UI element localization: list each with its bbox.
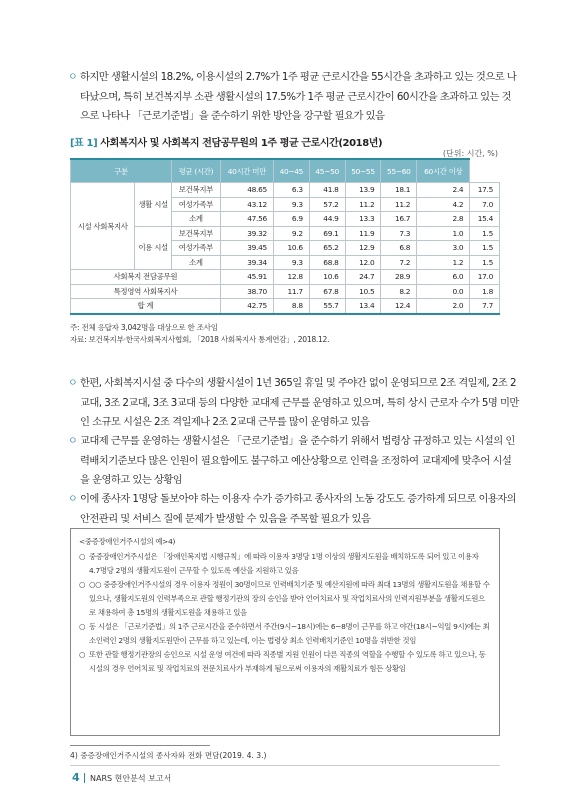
cell: 69.1: [309, 226, 345, 241]
cell: 6.8: [381, 241, 417, 256]
paragraph-3: [68, 432, 520, 491]
cell: 12.4: [381, 299, 417, 314]
paragraph-4: [68, 490, 520, 529]
header-40-45: 40~45: [273, 159, 309, 183]
header-under40: 40시간 미만: [220, 159, 273, 183]
cell: 9.3: [273, 197, 309, 212]
paragraph-text: 한편, 사회복지시설 중 다수의 생활시설이 1년 365일 휴일 및 주야간 없이 운영되므로 2조 격일제, 2조 2교대, 3조 2교대, 3조 3교대 등의 다양한 교대제 근무를 운영하고 있으며, 특히 상시 근로자 수가 5명 미만인 소규모 시설은 2조 격일제나 2조 2교대 근무를 많이 운영하고 있음: [80, 377, 519, 428]
cell: 10.6: [309, 270, 345, 285]
group-living: 생활 시설: [135, 183, 172, 227]
cell: 11.2: [345, 197, 381, 212]
box-item-text: 중증장애인거주시설은 「장애인복지법 시행규칙」에 따라 이용자 3명당 1명 이상의 생활지도원을 배치하도록 되어 있고 이용자 4.7명당 2명의 생활지도원이 근무할 수 있도록 예산을 지원하고 있음: [89, 552, 479, 575]
cell: 12.9: [345, 241, 381, 256]
footer-separator: [84, 773, 85, 783]
box-heading: <중증장애인거주시설의 예>4): [79, 537, 176, 546]
row-label: 여성가족부: [172, 197, 221, 212]
cell: 1.0: [417, 226, 470, 241]
cell: 4.2: [417, 197, 470, 212]
row-label: 특정영역 사회복지사: [71, 284, 221, 299]
paragraph-text: 이에 종사자 1명당 돌보아야 하는 이용자 수가 증가하고 종사자의 노동 강도도 증가하게 되므로 이용자의 안전관리 및 서비스 질에 문제가 발생할 수 있음을 주목할 필요가 있음: [80, 493, 517, 525]
cell: 7.7: [470, 299, 500, 314]
cell: 18.1: [381, 183, 417, 198]
table-header-row: [71, 159, 500, 183]
circle-bullet-icon: ○: [79, 650, 86, 659]
paragraph-1: [68, 68, 520, 127]
row-label: 여성가족부: [172, 241, 221, 256]
cell: 0.0: [417, 284, 470, 299]
cell: 39.45: [220, 241, 273, 256]
circle-bullet-icon: ○: [79, 622, 86, 631]
cell: 17.5: [470, 183, 500, 198]
header-50-55: 50~55: [345, 159, 381, 183]
cell: 9.2: [273, 226, 309, 241]
row-label: 합 계: [71, 299, 221, 314]
cell: 3.0: [417, 241, 470, 256]
cell: 1.5: [470, 255, 500, 270]
cell: 7.2: [381, 255, 417, 270]
bullet: ㅇ: [68, 378, 78, 389]
cell: 57.2: [309, 197, 345, 212]
cell: 65.2: [309, 241, 345, 256]
cell: 11.9: [345, 226, 381, 241]
table-label: [표 1]: [70, 138, 98, 149]
group-facility: 시설 사회복지사: [71, 183, 135, 270]
row-label: 보건복지부: [172, 226, 221, 241]
cell: 7.3: [381, 226, 417, 241]
cell: 41.8: [309, 183, 345, 198]
cell: 13.4: [345, 299, 381, 314]
box-item: [79, 550, 491, 578]
cell: 1.5: [470, 226, 500, 241]
box-item-text: 동 시설은 「근로기준법」의 1주 근로시간을 준수하면서 주간(9시~18시)에는 6~8명이 근무를 하고 야간(18시~익일 9시)에는 최소인력인 2명의 생활지도원만이 근무를 하고 있는데, 이는 법령상 최소 인력배치기준인 10명을 위반한 것임: [89, 622, 490, 645]
cell: 28.9: [381, 270, 417, 285]
cell: 6.3: [273, 183, 309, 198]
cell: 2.4: [417, 183, 470, 198]
paragraph-text: 하지만 생활시설의 18.2%, 이용시설의 2.7%가 1주 평균 근로시간을 55시간을 초과하고 있는 것으로 나타났으며, 특히 보건복지부 소관 생활시설의 17.5%가 1주 평균 근로시간이 60시간을 초과하고 있는 것으로 나타나 「근로기준법」을 준수하기 위한 방안을 강구할 필요가 있음: [80, 71, 517, 122]
cell: 39.34: [220, 255, 273, 270]
row-label: 보건복지부: [172, 183, 221, 198]
table-row-total: [71, 299, 500, 314]
table-unit: (단위: 시간, %): [442, 149, 498, 158]
table-row: [71, 270, 500, 285]
bullet: ㅇ: [68, 494, 78, 505]
footnote: 4) 중증장애인거주시설의 종사자와 전화 면담(2019. 4. 3.): [70, 751, 267, 760]
data-table: [70, 158, 500, 315]
header-category: 구분: [71, 159, 172, 183]
row-label: 사회복지 전담공무원: [71, 270, 221, 285]
table-row: [71, 284, 500, 299]
header-over60: 60시간 이상: [417, 159, 470, 183]
page-number: 4: [72, 771, 80, 784]
cell: 39.32: [220, 226, 273, 241]
cell: 12.0: [345, 255, 381, 270]
cell: 8.8: [273, 299, 309, 314]
cell: 15.4: [470, 212, 500, 227]
bullet: ㅇ: [68, 436, 78, 447]
table-title: [70, 134, 382, 149]
bullet: ㅇ: [68, 72, 78, 83]
cell: 47.56: [220, 212, 273, 227]
cell: 68.8: [309, 255, 345, 270]
cell: 1.8: [470, 284, 500, 299]
cell: 10.6: [273, 241, 309, 256]
cell: 6.9: [273, 212, 309, 227]
cell: 17.0: [470, 270, 500, 285]
cell: 1.2: [417, 255, 470, 270]
cell: 48.65: [220, 183, 273, 198]
footnote-divider: [70, 745, 210, 746]
cell: 67.8: [309, 284, 345, 299]
header-45-50: 45~50: [309, 159, 345, 183]
paragraph-text: 교대제 근무를 운영하는 생활시설은 「근로기준법」을 준수하기 위해서 법령상 규정하고 있는 시설의 인력배치기준보다 많은 인원이 필요함에도 불구하고 예산상황으로 인력을 조정하여 교대제에 맞추어 시설을 운영하고 있는 상황임: [80, 435, 515, 486]
box-item: [79, 648, 491, 676]
cell: 1.5: [470, 241, 500, 256]
table-title-text: 사회복지사 및 사회복지 전담공무원의 1주 평균 근로시간(2018년): [100, 138, 383, 149]
group-use: 이용 시설: [135, 226, 172, 270]
paragraph-2: [68, 374, 520, 433]
cell: 11.2: [381, 197, 417, 212]
box-item-text: ○○ 중증장애인거주시설의 경우 이용자 정원이 30명이므로 인력배치기준 및 예산지원에 따라 최대 13명의 생활지도원을 채용할 수 있으나, 생활지도원의 인력부족으로 관할 행정기관의 장의 승인을 받아 언어치료사 및 작업치료사의 인력지원부분을 생활지도원으로 채용하여 총 15명의 생활지도원을 채용하고 있음: [89, 580, 490, 617]
cell: 44.9: [309, 212, 345, 227]
cell: 24.7: [345, 270, 381, 285]
box-item: [79, 578, 491, 620]
cell: 2.8: [417, 212, 470, 227]
cell: 9.3: [273, 255, 309, 270]
cell: 16.7: [381, 212, 417, 227]
cell: 45.91: [220, 270, 273, 285]
table-row: [71, 183, 500, 198]
cell: 2.0: [417, 299, 470, 314]
cell: 43.12: [220, 197, 273, 212]
cell: 10.5: [345, 284, 381, 299]
header-55-60: 55~60: [381, 159, 417, 183]
cell: 13.3: [345, 212, 381, 227]
header-avg: 평균 (시간): [172, 159, 221, 183]
footer-divider: [70, 765, 500, 766]
cell: 12.8: [273, 270, 309, 285]
table-source: 자료: 보건복지부·한국사회복지사협회, 「2018 사회복지사 통계연감」, 2018.12.: [70, 335, 330, 344]
cell: 7.0: [470, 197, 500, 212]
cell: 11.7: [273, 284, 309, 299]
row-label: 소계: [172, 255, 221, 270]
cell: 55.7: [309, 299, 345, 314]
box-item-text: 또한 관할 행정기관장의 승인으로 시설 운영 여건에 따라 직종별 지원 인원이 다른 직종의 역할을 수행할 수 있도록 하고 있으나, 동 시설의 경우 언어치료 및 작업치료의 전문치료사가 부재하게 됨으로써 이용자의 재활치료가 힘든 상황임: [89, 650, 486, 673]
cell: 6.0: [417, 270, 470, 285]
cell: 8.2: [381, 284, 417, 299]
circle-bullet-icon: ○: [79, 580, 86, 589]
footer-title: NARS 현안분석 보고서: [90, 774, 172, 783]
cell: 38.70: [220, 284, 273, 299]
circle-bullet-icon: ○: [79, 552, 86, 561]
table-note: 주: 전체 응답자 3,042명을 대상으로 한 조사임: [70, 323, 218, 332]
table-row: [71, 226, 500, 241]
box-item: [79, 620, 491, 648]
cell: 42.75: [220, 299, 273, 314]
cell: 13.9: [345, 183, 381, 198]
example-box: [70, 528, 500, 736]
row-label: 소계: [172, 212, 221, 227]
